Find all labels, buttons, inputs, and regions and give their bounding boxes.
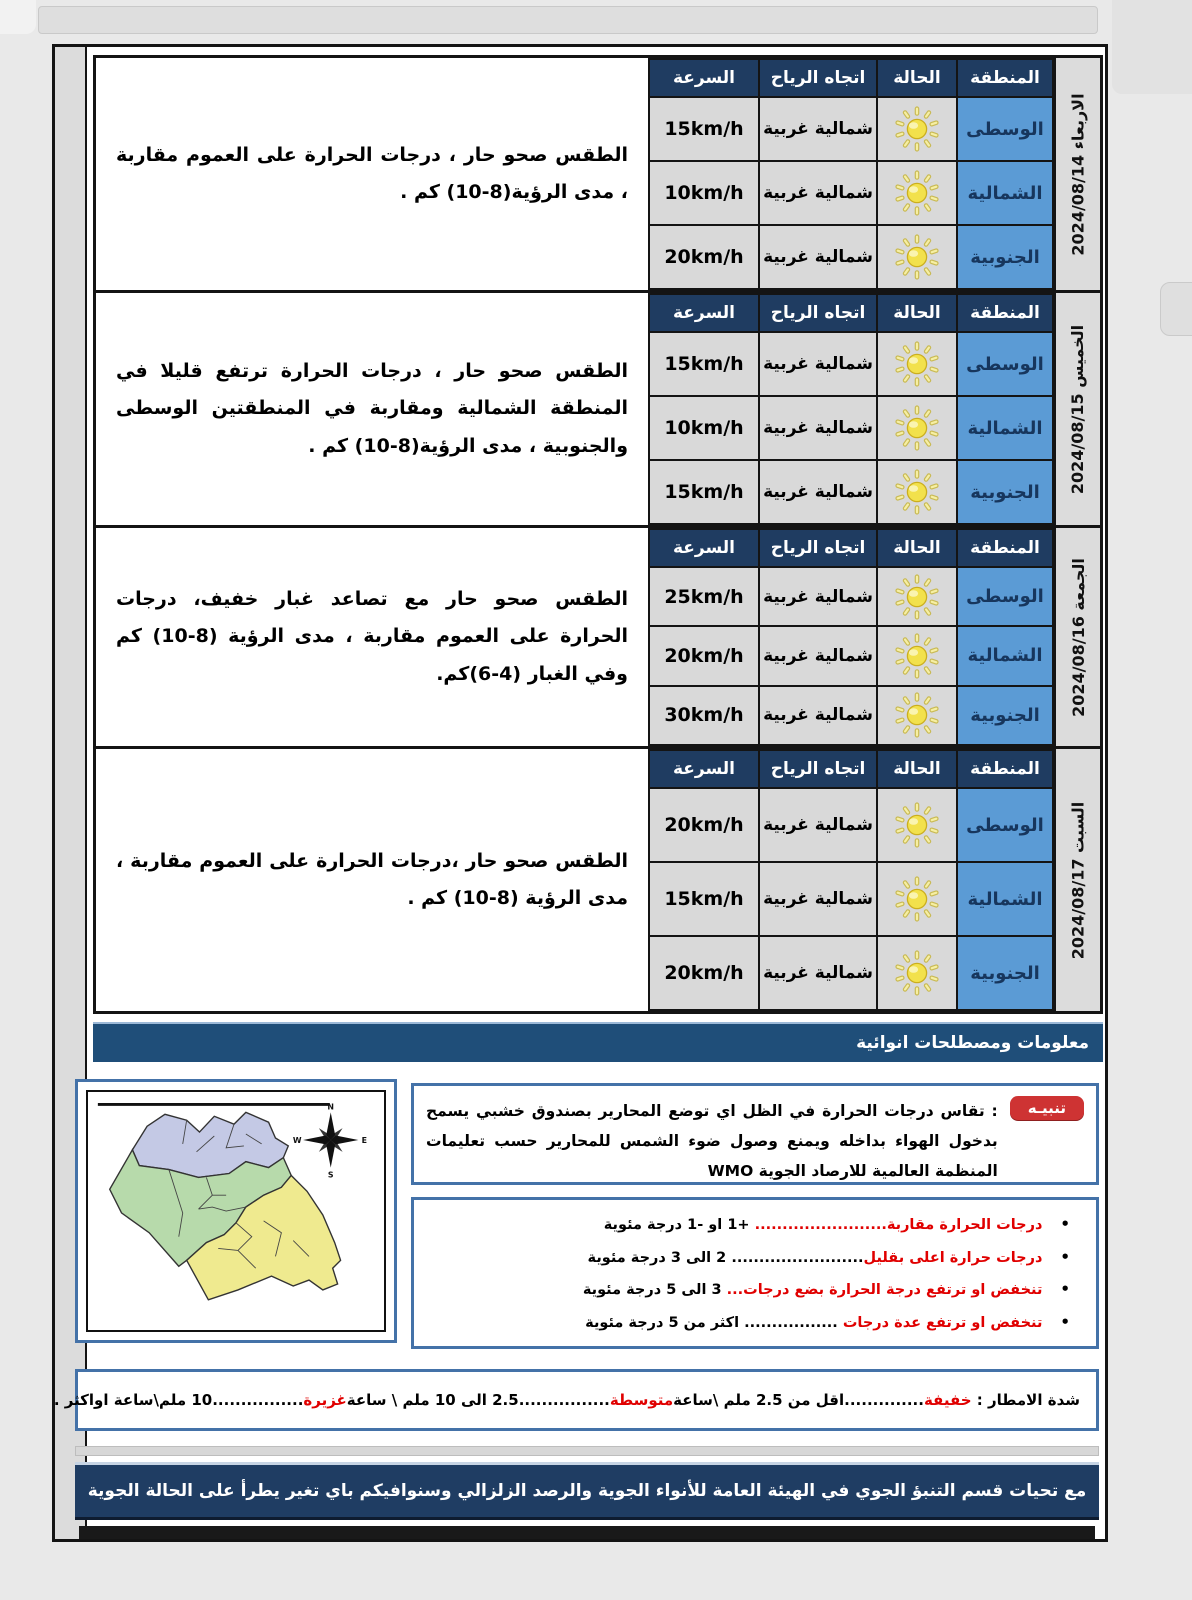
speed-cell: 15km/h	[649, 862, 759, 936]
compass-w-label: W	[292, 1135, 302, 1145]
speed-cell: 20km/h	[649, 225, 759, 289]
condition-cell	[877, 686, 957, 745]
list-item: •تنخفض او ترتفع عدة درجات ................. اكثر من 5 درجة مئوية	[585, 1312, 1070, 1331]
table-row	[649, 936, 1053, 1010]
condition-cell	[877, 332, 957, 396]
region-cell: الوسطى	[957, 332, 1053, 396]
sun-icon	[893, 405, 941, 451]
table-row	[649, 788, 1053, 862]
sun-icon	[893, 692, 941, 738]
list-item: •درجات حرارة اعلى بقليل........................ 2 الى 3 درجة مئوية	[587, 1247, 1070, 1266]
region-cell: الجنوبية	[957, 460, 1053, 524]
rain-intensity-box: شدة الامطار : خفيفة .............. اقل من 2.5 ملم \ساعة متوسطة ................ 2.5 الى 10 ملم \ ساعة غزيرة ................ 10 ملم\ساعة اواكثر .	[75, 1369, 1099, 1431]
notice-box	[411, 1083, 1099, 1185]
region-cell: الشمالية	[957, 161, 1053, 225]
date-label: الاربعاء 2024/08/14	[1068, 92, 1088, 256]
table-row	[649, 626, 1053, 685]
speed-cell: 15km/h	[649, 332, 759, 396]
notice-text: : تقاس درجات الحرارة في الظل اي توضع المحارير بصندوق خشبي يسمح بدخول الهواء بداخله ويمنع وصول ضوء الشمس للمحارير حسب تعليمات المنظمة العالمية للارصاد الجوية WMO	[426, 1102, 998, 1181]
notice-badge: تنبيـه	[1010, 1096, 1084, 1120]
sun-icon	[893, 106, 941, 152]
forecast-table	[93, 55, 1103, 1014]
document-page	[52, 44, 1108, 1542]
region-cell: الشمالية	[957, 396, 1053, 460]
condition-cell	[877, 567, 957, 626]
rain-heavy-value: 10 ملم\ساعة اواكثر .	[53, 1391, 213, 1409]
forecast-description: الطقس صحو حار ، درجات الحرارة على العموم مقاربة ، مدى الرؤية(8-10) كم .	[96, 58, 648, 290]
speed-cell: 10km/h	[649, 396, 759, 460]
wind-cell: شمالية غربية	[759, 396, 877, 460]
col-header-region: المنطقة	[957, 529, 1053, 567]
scan-right-block	[1112, 0, 1192, 94]
footer-text: مع تحيات قسم التنبؤ الجوي في الهيئة العامة للأنواء الجوية والرصد الزلزالي وسنوافيكم باي تغير يطرأ على الحالة الجوية	[87, 1481, 1087, 1501]
forecast-description: الطقس صحو حار ،درجات الحرارة على العموم مقاربة ، مدى الرؤية (8-10) كم .	[96, 749, 648, 1011]
region-cell: الجنوبية	[957, 686, 1053, 745]
wind-cell: شمالية غربية	[759, 161, 877, 225]
sun-icon	[893, 170, 941, 216]
sun-icon	[893, 876, 941, 922]
sun-icon	[893, 341, 941, 387]
condition-cell	[877, 161, 957, 225]
scan-side-tab	[1160, 282, 1192, 336]
condition-cell	[877, 396, 957, 460]
speed-cell: 15km/h	[649, 460, 759, 524]
speed-cell: 15km/h	[649, 97, 759, 161]
wind-cell: شمالية غربية	[759, 862, 877, 936]
wind-cell: شمالية غربية	[759, 225, 877, 289]
bullet-icon: •	[1060, 1215, 1070, 1234]
date-cell	[1054, 749, 1100, 1011]
speed-cell: 20km/h	[649, 626, 759, 685]
sun-icon	[893, 633, 941, 679]
list-item: •تنخفض او ترتفع درجة الحرارة بضع درجات... 3 الى 5 درجة مئوية	[582, 1280, 1070, 1299]
region-cell: الجنوبية	[957, 225, 1053, 289]
condition-cell	[877, 936, 957, 1010]
rain-medium-value: 2.5 الى 10 ملم \ ساعة	[346, 1391, 519, 1409]
sun-icon	[893, 469, 941, 515]
sun-icon	[893, 234, 941, 280]
region-cell: الوسطى	[957, 567, 1053, 626]
sun-icon	[893, 802, 941, 848]
rain-medium-label: متوسطة	[609, 1391, 674, 1409]
wind-cell: شمالية غربية	[759, 97, 877, 161]
table-row	[649, 225, 1053, 289]
iraq-map-frame	[86, 1090, 386, 1332]
compass-rose-icon	[293, 1102, 367, 1179]
wind-cell: شمالية غربية	[759, 626, 877, 685]
sun-icon	[893, 950, 941, 996]
wind-cell: شمالية غربية	[759, 332, 877, 396]
table-row	[649, 460, 1053, 524]
table-row	[649, 97, 1053, 161]
footer-greeting-bar	[75, 1462, 1099, 1520]
col-header-wind: اتجاه الرياح	[759, 750, 877, 788]
day-forecast-grid	[648, 293, 1054, 525]
col-header-condition: الحالة	[877, 750, 957, 788]
day-forecast-grid	[648, 749, 1054, 1011]
rain-label: شدة الامطار :	[976, 1391, 1080, 1409]
col-header-region: المنطقة	[957, 750, 1053, 788]
speed-cell: 30km/h	[649, 686, 759, 745]
compass-s-label: S	[327, 1170, 334, 1180]
condition-cell	[877, 97, 957, 161]
day-block-thursday	[96, 293, 1100, 528]
list-item: •درجات الحرارة مقاربة........................ +1 او -1 درجة مئوية	[603, 1215, 1070, 1234]
col-header-region: المنطقة	[957, 59, 1053, 97]
info-section-header	[93, 1022, 1103, 1062]
compass-e-label: E	[361, 1135, 367, 1145]
speed-cell: 10km/h	[649, 161, 759, 225]
date-label: الخميس 2024/08/15	[1068, 324, 1088, 494]
forecast-description: الطقس صحو حار ، درجات الحرارة ترتفع قليلا في المنطقة الشمالية ومقاربة في المنطقتين الوسطى والجنوبية ، مدى الرؤية(8-10) كم .	[96, 293, 648, 525]
footer-divider	[75, 1446, 1099, 1456]
col-header-wind: اتجاه الرياح	[759, 529, 877, 567]
wind-cell: شمالية غربية	[759, 567, 877, 626]
day-block-friday	[96, 528, 1100, 749]
col-header-speed: السرعة	[649, 529, 759, 567]
terminology-box	[411, 1197, 1099, 1349]
speed-cell: 20km/h	[649, 788, 759, 862]
scan-corner-tab	[0, 0, 36, 34]
speed-cell: 25km/h	[649, 567, 759, 626]
iraq-regions-map	[88, 1092, 384, 1330]
wind-cell: شمالية غربية	[759, 686, 877, 745]
table-row	[649, 332, 1053, 396]
region-cell: الشمالية	[957, 862, 1053, 936]
wind-cell: شمالية غربية	[759, 936, 877, 1010]
date-cell	[1054, 58, 1100, 290]
region-cell: الوسطى	[957, 97, 1053, 161]
compass-n-label: N	[327, 1102, 335, 1112]
date-label: السبت 2024/08/17	[1068, 801, 1088, 959]
table-row	[649, 567, 1053, 626]
rain-heavy-label: غزيرة	[303, 1391, 347, 1409]
col-header-wind: اتجاه الرياح	[759, 294, 877, 332]
wind-cell: شمالية غربية	[759, 460, 877, 524]
col-header-condition: الحالة	[877, 59, 957, 97]
col-header-region: المنطقة	[957, 294, 1053, 332]
sun-icon	[893, 574, 941, 620]
day-forecast-grid	[648, 528, 1054, 746]
col-header-condition: الحالة	[877, 294, 957, 332]
condition-cell	[877, 788, 957, 862]
day-forecast-grid	[648, 58, 1054, 290]
region-cell: الوسطى	[957, 788, 1053, 862]
forecast-description: الطقس صحو حار مع تصاعد غبار خفيف، درجات الحرارة على العموم مقاربة ، مدى الرؤية (8-10) كم وفي الغبار (4-6)كم.	[96, 528, 648, 746]
condition-cell	[877, 225, 957, 289]
rain-light-value: اقل من 2.5 ملم \ساعة	[673, 1391, 845, 1409]
col-header-speed: السرعة	[649, 750, 759, 788]
rain-light-label: خفيفة	[923, 1391, 972, 1409]
table-row	[649, 862, 1053, 936]
condition-cell	[877, 460, 957, 524]
info-section-title: معلومات ومصطلحات انوائية	[856, 1033, 1089, 1053]
region-cell: الشمالية	[957, 626, 1053, 685]
col-header-condition: الحالة	[877, 529, 957, 567]
table-row	[649, 396, 1053, 460]
condition-cell	[877, 626, 957, 685]
bullet-icon: •	[1060, 1280, 1070, 1299]
table-row	[649, 686, 1053, 745]
col-header-wind: اتجاه الرياح	[759, 59, 877, 97]
speed-cell: 20km/h	[649, 936, 759, 1010]
table-row	[649, 161, 1053, 225]
bullet-icon: •	[1060, 1247, 1070, 1266]
date-cell	[1054, 528, 1100, 746]
col-header-speed: السرعة	[649, 294, 759, 332]
day-block-saturday	[96, 749, 1100, 1011]
date-label: الجمعة 2024/08/16	[1068, 557, 1088, 717]
bullet-icon: •	[1060, 1312, 1070, 1331]
col-header-speed: السرعة	[649, 59, 759, 97]
day-block-wednesday	[96, 58, 1100, 293]
condition-cell	[877, 862, 957, 936]
scan-top-bar	[38, 6, 1098, 34]
date-cell	[1054, 293, 1100, 525]
page-bottom-edge	[79, 1526, 1095, 1539]
wind-cell: شمالية غربية	[759, 788, 877, 862]
region-cell: الجنوبية	[957, 936, 1053, 1010]
iraq-map-box	[75, 1079, 397, 1343]
